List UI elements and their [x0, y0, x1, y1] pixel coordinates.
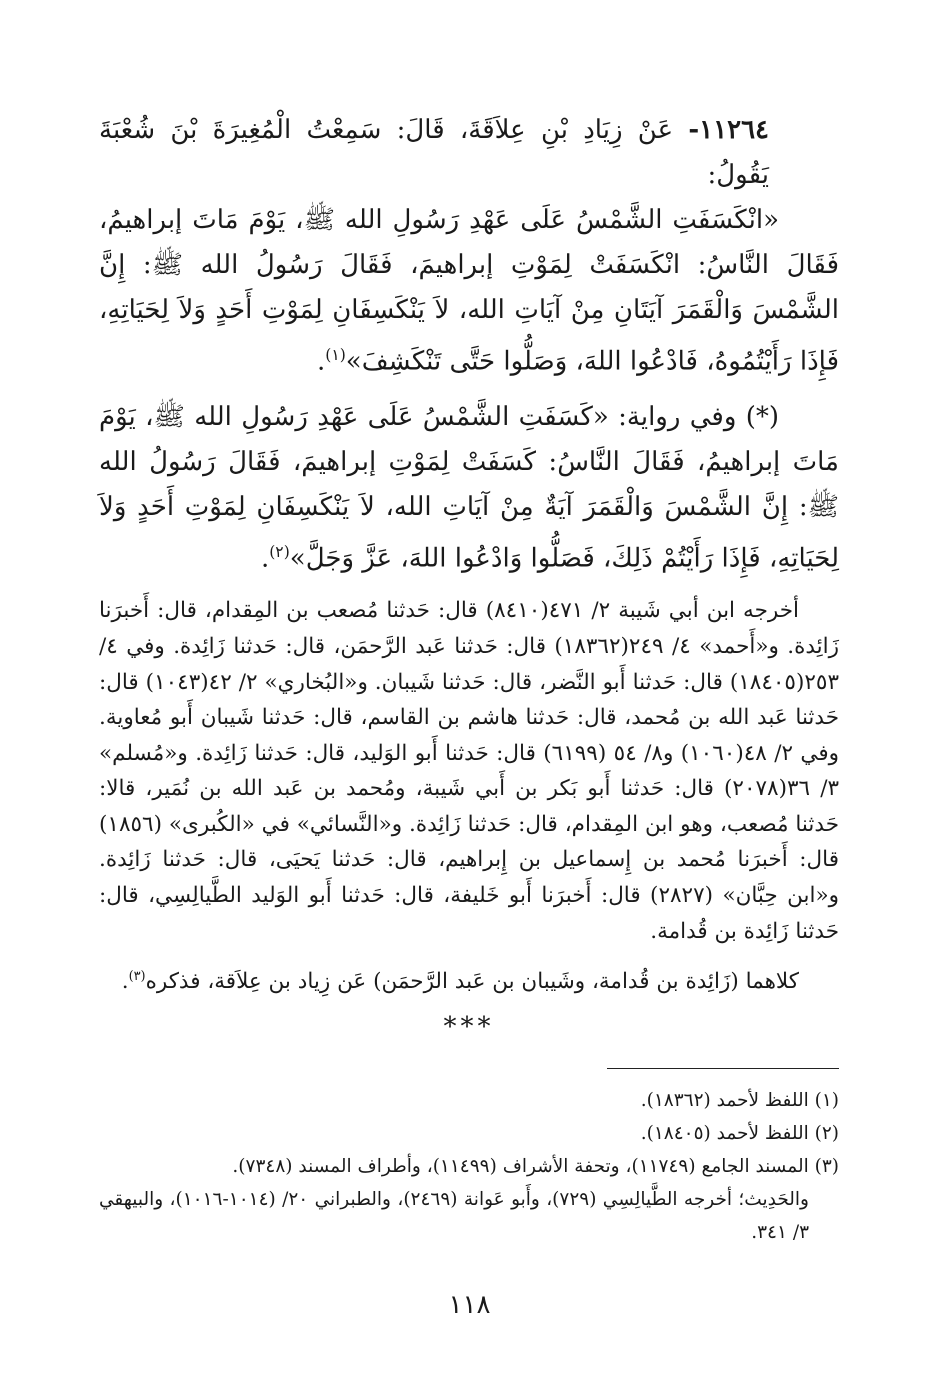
footnotes: [99, 1084, 839, 1249]
hadith-matn: «انْكَسَفَتِ الشَّمْسُ عَلَى عَهْدِ رَسُولِ الله ﷺ، يَوْمَ مَاتَ إبراهيمُ، فَقَالَ النَّاسُ: انْكَسَفَتْ لِمَوْتِ إبراهيمَ، فَقَالَ رَسُولُ الله ﷺ: إِنَّ الشَّمْسَ وَالْقَمَرَ آيَتَانِ مِنْ آيَاتِ الله، لاَ يَنْكَسِفَانِ لِمَوْتِ أَحَدٍ وَلاَ لِحَيَاتِهِ، فَإِذَا رَأَيْتُمُوهُ، فَادْعُوا اللهَ، وَصَلُّوا حَتَّى تَنْكَشِفَ»$^{(١)}$.: [99, 205, 839, 377]
footnote-3: (٣) المسند الجامع (١١٧٤٩)، وتحفة الأشراف (١١٤٩٩)، وأطراف المسند (٧٣٤٨).: [232, 1156, 839, 1177]
footnote-divider: [607, 1068, 839, 1069]
footnote-1: (١) اللفظ لأحمد (١٨٣٦٢).: [640, 1090, 839, 1111]
footnote-ref-2[interactable]: (٢): [269, 542, 290, 561]
variant-text: (*) وفي رواية: «كَسَفَتِ الشَّمْسُ عَلَى عَهْدِ رَسُولِ الله ﷺ، يَوْمَ مَاتَ إبراهيمُ، فَقَالَ النَّاسُ: كَسَفَتْ لِمَوْتِ إبراهيمَ، فَقَالَ رَسُولُ الله ﷺ: إِنَّ الشَّمْسَ وَالْقَمَرَ آيَةٌ مِنْ آيَاتِ الله، لاَ يَنْكَسِفَانِ لِمَوْتِ أَحَدٍ وَلاَ لِحَيَاتِهِ، فَإِذَا رَأَيْتُمْ ذَلِكَ، فَصَلُّوا وَادْعُوا اللهَ، عَزَّ وَجَلَّ»: [99, 401, 839, 574]
footnote-ref-1[interactable]: (١): [325, 346, 346, 364]
hadith-intro: [99, 108, 839, 198]
kilahuma-text: كلاهما (زَائِدة بن قُدامة، وشَيبان بن عَبد الرَّحمَن) عَن زِياد بن عِلاَقة، فذكره: [145, 969, 799, 995]
hadith-isnad: عَنْ زِيَادِ بْنِ عِلاَقَةَ، قَالَ: سَمِعْتُ الْمُغِيرَةَ بْنَ شُعْبَةَ يَقُولُ:: [99, 115, 769, 190]
page-number: ١١٨: [448, 1290, 491, 1320]
hadith-text: «انْكَسَفَتِ الشَّمْسُ عَلَى عَهْدِ رَسُولِ الله ﷺ، يَوْمَ مَاتَ إبراهيمُ، فَقَالَ النَّاسُ: انْكَسَفَتْ لِمَوْتِ إبراهيمَ، فَقَالَ رَسُولُ الله ﷺ: إِنَّ الشَّمْسَ وَالْقَمَرَ آيَتَانِ مِنْ آيَاتِ الله، لاَ يَنْكَسِفَانِ لِمَوْتِ أَحَدٍ وَلاَ لِحَيَاتِهِ، فَإِذَا رَأَيْتُمُوهُ، فَادْعُوا اللهَ، وَصَلُّوا حَتَّى تَنْكَشِفَ»: [99, 205, 839, 377]
takhrij-paragraph: أخرجه ابن أبي شَيبة ٢/ ٤٧١(٨٤١٠) قال: حَدثنا مُصعب بن المِقدام، قال: أَخبرَنا زَائِدة. و«أَحمد» ٤/ ٢٤٩(١٨٣٦٢) قال: حَدثنا عَبد الرَّحمَن، قال: حَدثنا زَائِدة. وفي ٤/ ٢٥٣(١٨٤٠٥) قال: حَدثنا أَبو النَّضر، قال: حَدثنا شَيبان. و«البُخاري» ٢/ ٤٢(١٠٤٣) قال: حَدثنا عَبد الله بن مُحمد، قال: حَدثنا هاشم بن القاسم، قال: حَدثنا شَيبان أَبو مُعاوية. وفي ٢/ ٤٨(١٠٦٠) و٨/ ٥٤ (٦١٩٩) قال: حَدثنا أَبو الوَليد، قال: حَدثنا زَائِدة. و«مُسلم» ٣/ ٣٦(٢٠٧٨) قال: حَدثنا أَبو بَكر بن أَبي شَيبة، ومُحمد بن عَبد الله بن نُمَير، قالا: حَدثنا مُصعب، وهو ابن المِقدام، قال: حَدثنا زَائِدة. و«النَّسائي» في «الكُبرى» (١٨٥٦) قال: أَخبرَنا مُحمد بن إِسماعيل بن إِبراهيم، قال: حَدثنا يَحيَى، قال: حَدثنا زَائِدة. و«ابن حِبَّان» (٢٨٢٧) قال: أَخبرَنا أَبو خَليفة، قال: حَدثنا أَبو الوَليد الطَّيالِسِي، قال: حَدثنا زَائِدة بن قُدامة.: [99, 598, 840, 944]
hadith-number: ١١٢٦٤-: [688, 115, 769, 145]
variant-narration: (*) وفي رواية: «كَسَفَتِ الشَّمْسُ عَلَى عَهْدِ رَسُولِ الله ﷺ، يَوْمَ مَاتَ إبراهيمُ، فَقَالَ النَّاسُ: كَسَفَتْ لِمَوْتِ إبراهيمَ، فَقَالَ رَسُولُ الله ﷺ: إِنَّ الشَّمْسَ وَالْقَمَرَ آيَةٌ مِنْ آيَاتِ الله، لاَ يَنْكَسِفَانِ لِمَوْتِ أَحَدٍ وَلاَ لِحَيَاتِهِ، فَإِذَا رَأَيْتُمْ ذَلِكَ، فَصَلُّوا وَادْعُوا اللهَ، عَزَّ وَجَلَّ»$^{(٢)}$.: [99, 401, 839, 574]
section-separator-stars: ***: [443, 1012, 495, 1043]
main-text: [99, 108, 839, 1042]
hadith-block: [99, 108, 839, 385]
kilahuma-paragraph: كلاهما (زَائِدة بن قُدامة، وشَيبان بن عَبد الرَّحمَن) عَن زِياد بن عِلاَقة، فذكره$^{(٣)}$.: [121, 969, 799, 995]
footnote-2: (٢) اللفظ لأحمد (١٨٤٠٥).: [640, 1123, 839, 1144]
footnote-3-continued: والحَدِيث؛ أخرجه الطَّيالِسِي (٧٢٩)، وأَبو عَوانة (٢٤٦٩)، والطبراني ٢٠/ (١٠١٤-١٠١٦)، والبيهقي ٣/ ٣٤١.: [99, 1189, 809, 1243]
footnote-ref-3[interactable]: (٣): [128, 969, 146, 985]
